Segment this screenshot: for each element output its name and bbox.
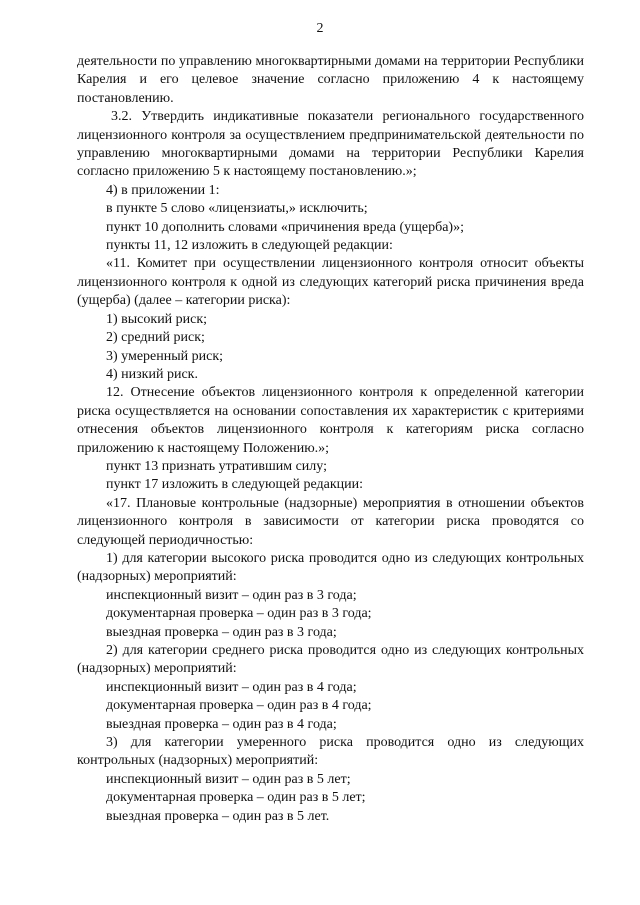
list-item-moderate-field-check: выездная проверка – один раз в 5 лет. bbox=[106, 808, 330, 824]
paragraph-point-10: пункт 10 дополнить словами «причинения вреда (ущерба)»; bbox=[106, 219, 464, 235]
list-item-risk-low: 4) низкий риск. bbox=[106, 366, 198, 382]
list-item-risk-medium: 2) средний риск; bbox=[106, 330, 205, 346]
paragraph-point-5: в пункте 5 слово «лицензиаты,» исключить; bbox=[106, 201, 368, 217]
list-item-moderate-inspection-visit: инспекционный визит – один раз в 5 лет; bbox=[106, 771, 351, 787]
paragraph-points-11-12: пункты 11, 12 изложить в следующей редакции: bbox=[106, 238, 393, 254]
document-body bbox=[77, 53, 584, 826]
list-item-medium-documentary-check: документарная проверка – один раз в 4 года; bbox=[106, 698, 372, 714]
page-number: 2 bbox=[316, 21, 324, 36]
paragraph-moderate-risk: 3) для категории умеренного риска проводится одно из следующих контрольных (надзорных) мероприятий: bbox=[77, 735, 584, 769]
paragraph-continuation: деятельности по управлению многоквартирными домами на территории Республики Карелия и его целевое значение согласно приложению 4 к настоящему постановлению. bbox=[77, 54, 584, 106]
paragraph-17: «17. Плановые контрольные (надзорные) мероприятия в отношении объектов лицензионного контроля в зависимости от категории риска проводятся со следующей периодичностью: bbox=[77, 495, 584, 548]
list-item-high-documentary-check: документарная проверка – один раз в 3 года; bbox=[106, 606, 372, 622]
paragraph-12: 12. Отнесение объектов лицензионного контроля к определенной категории риска осуществляется на основании сопоставления их характеристик с критериями отнесения объектов лицензионного контроля к категориям риска согласно приложению к настоящему Положению.»; bbox=[77, 385, 584, 456]
paragraph-3-2: 3.2. Утвердить индикативные показатели регионального государственного лицензионного контроля за осуществлением предпринимательской деятельности по управлению многоквартирными домами на территории Республики Карелия согласно приложению 5 к настоящему постановлению.»; bbox=[77, 109, 584, 180]
paragraph-item-4: 4) в приложении 1: bbox=[106, 182, 220, 198]
list-item-risk-high: 1) высокий риск; bbox=[106, 311, 208, 327]
paragraph-point-17: пункт 17 изложить в следующей редакции: bbox=[106, 477, 363, 493]
list-item-medium-field-check: выездная проверка – один раз в 4 года; bbox=[106, 716, 337, 732]
list-item-risk-moderate: 3) умеренный риск; bbox=[106, 348, 224, 364]
paragraph-point-13: пункт 13 признать утратившим силу; bbox=[106, 458, 327, 474]
list-item-moderate-documentary-check: документарная проверка – один раз в 5 лет; bbox=[106, 790, 366, 806]
paragraph-11: «11. Комитет при осуществлении лицензионного контроля относит объекты лицензионного контроля к одной из следующих категорий риска причинения вреда (ущерба) (далее – категории риска): bbox=[77, 256, 584, 309]
paragraph-medium-risk: 2) для категории среднего риска проводится одно из следующих контрольных (надзорных) мероприятий: bbox=[77, 643, 584, 677]
paragraph-high-risk: 1) для категории высокого риска проводится одно из следующих контрольных (надзорных) мероприятий: bbox=[77, 550, 584, 585]
list-item-high-inspection-visit: инспекционный визит – один раз в 3 года; bbox=[106, 587, 357, 603]
list-item-medium-inspection-visit: инспекционный визит – один раз в 4 года; bbox=[106, 679, 357, 695]
list-item-high-field-check: выездная проверка – один раз в 3 года; bbox=[106, 624, 337, 640]
